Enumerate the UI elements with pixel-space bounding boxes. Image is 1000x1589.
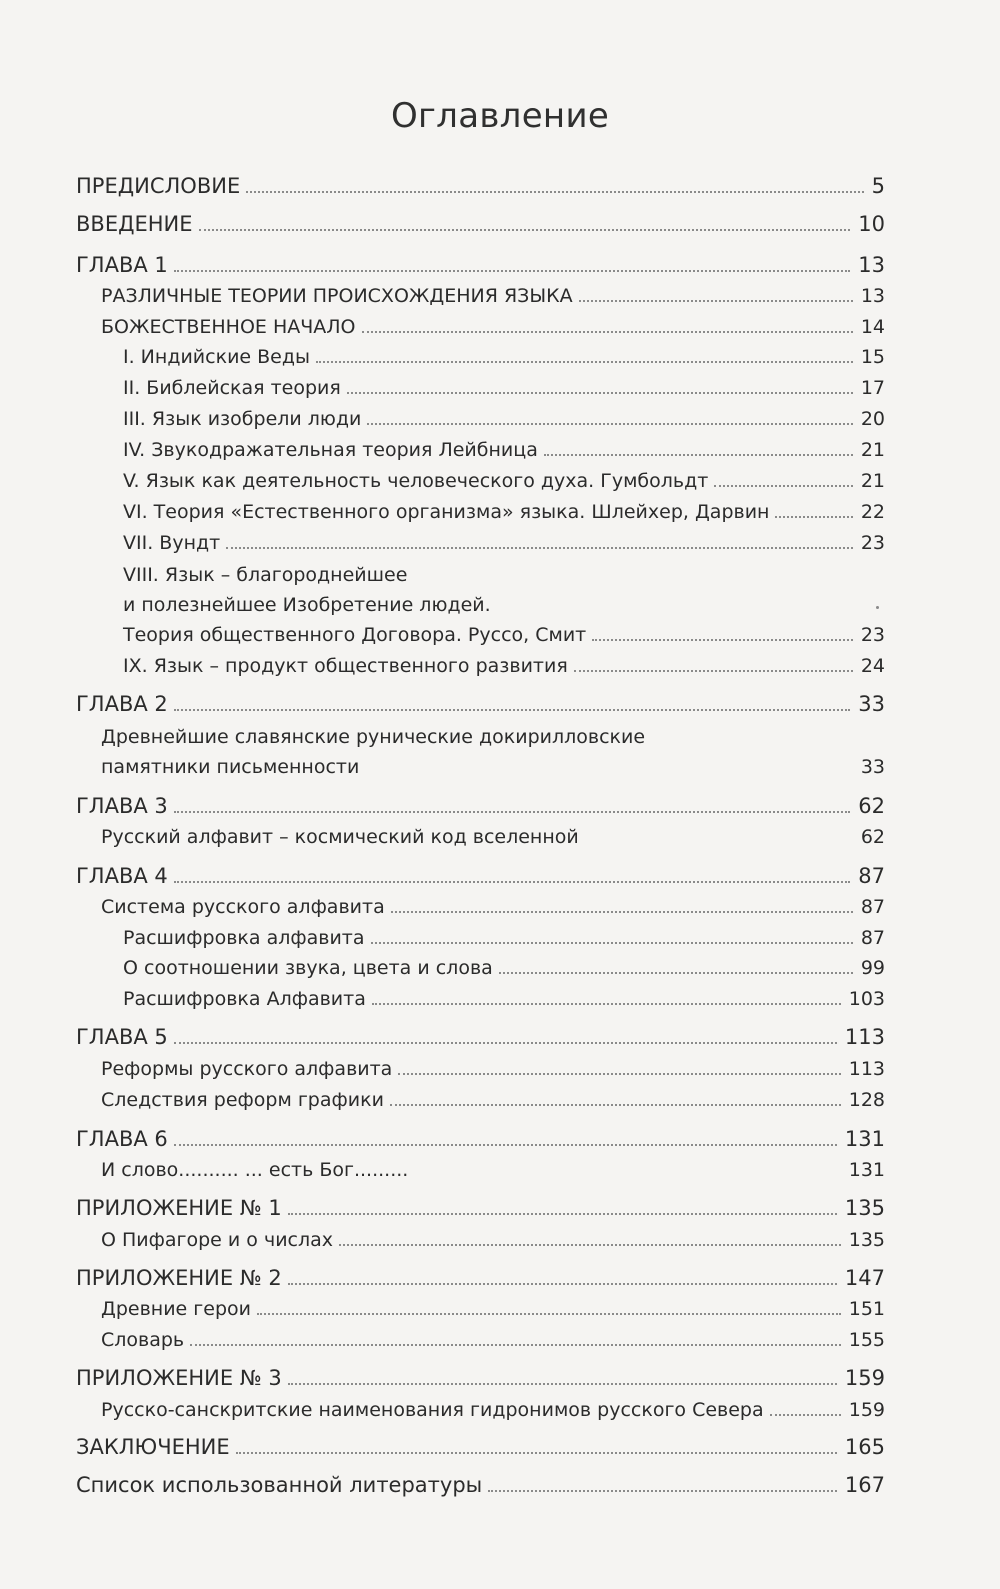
entry-title: Реформы русского алфавита <box>101 1058 393 1080</box>
dot-leader <box>174 270 850 272</box>
dot-leader <box>257 1313 841 1315</box>
dot-leader <box>372 1003 841 1005</box>
dot-leader <box>365 771 853 773</box>
dot-leader <box>174 1042 837 1044</box>
toc-entry <box>123 626 885 645</box>
entry-page: 167 <box>844 1473 885 1497</box>
dot-leader <box>174 811 850 813</box>
entry-page: 135 <box>844 1196 885 1220</box>
toc-entry-bibliography <box>76 1475 885 1496</box>
entry-title: ПРЕДИСЛОВИЕ <box>76 174 241 198</box>
entry-title: Список использованной литературы <box>76 1473 483 1497</box>
dot-leader <box>174 881 850 883</box>
entry-title: О Пифагоре и о числах <box>101 1229 334 1251</box>
dot-leader <box>398 1073 840 1075</box>
dot-leader <box>288 1283 837 1285</box>
entry-title: Древние герои <box>101 1298 251 1320</box>
entry-title: V. Язык как деятельность человеческого духа. Гумбольдт <box>123 470 709 492</box>
toc-entry <box>101 1231 885 1250</box>
entry-page: 10 <box>858 212 885 236</box>
toc-entry <box>101 758 885 777</box>
entry-page: 20 <box>860 408 885 430</box>
dot-leader <box>371 942 853 944</box>
entry-page: 87 <box>860 896 885 918</box>
toc-entry <box>101 898 885 917</box>
entry-page: 22 <box>860 501 885 523</box>
entry-page: 21 <box>860 470 885 492</box>
entry-page: 15 <box>860 346 885 368</box>
entry-title: БОЖЕСТВЕННОЕ НАЧАЛО <box>101 316 356 338</box>
dot-leader <box>488 1490 837 1492</box>
page-title: Оглавление <box>390 96 610 136</box>
entry-title-line: VIII. Язык – благороднейшее <box>123 564 408 586</box>
entry-title: Русско-санскритские наименования гидронимов русского Севера <box>101 1399 764 1421</box>
entry-title: ГЛАВА 5 <box>76 1025 168 1049</box>
entry-page: 23 <box>860 532 885 554</box>
entry-title: О соотношении звука, цвета и слова <box>123 957 493 979</box>
entry-page: 13 <box>858 253 885 277</box>
entry-title: IV. Звукодражательная теория Лейбница <box>123 439 538 461</box>
entry-title: Теория общественного Договора. Руссо, Смит <box>123 624 587 646</box>
dot-leader <box>246 191 863 193</box>
entry-title: Русский алфавит – космический код вселенной <box>101 826 579 848</box>
toc-entry <box>123 657 885 676</box>
toc-entry <box>123 959 885 978</box>
toc-entry-chapter-5 <box>76 1027 885 1048</box>
entry-title: IX. Язык – продукт общественного развития <box>123 655 568 677</box>
toc-entry-preface <box>76 176 885 197</box>
dot-leader <box>390 1104 841 1106</box>
entry-page: 62 <box>860 826 885 848</box>
toc-entry-appendix-1 <box>76 1198 885 1219</box>
entry-page: 99 <box>860 957 885 979</box>
entry-title-line: и полезнейшее Изобретение людей. <box>123 594 491 616</box>
stray-dot <box>876 606 879 609</box>
entry-title: ЗАКЛЮЧЕНИЕ <box>76 1435 230 1459</box>
entry-page: 165 <box>844 1435 885 1459</box>
dot-leader <box>414 1174 840 1176</box>
entry-title: ВВЕДЕНИЕ <box>76 212 193 236</box>
toc-entry <box>123 348 885 367</box>
entry-title: I. Индийские Веды <box>123 346 311 368</box>
toc-entry <box>101 828 885 847</box>
entry-page: 17 <box>860 377 885 399</box>
entry-page: 135 <box>848 1229 885 1251</box>
entry-page: 87 <box>858 864 885 888</box>
dot-leader <box>174 1144 837 1146</box>
entry-title: VII. Вундт <box>123 532 221 554</box>
dot-leader <box>236 1452 837 1454</box>
entry-page: 131 <box>848 1159 885 1181</box>
toc-entry-conclusion <box>76 1437 885 1458</box>
toc-entry <box>123 410 885 429</box>
entry-title: РАЗЛИЧНЫЕ ТЕОРИИ ПРОИСХОЖДЕНИЯ ЯЗЫКА <box>101 285 573 307</box>
entry-title: ГЛАВА 3 <box>76 794 168 818</box>
entry-page: 21 <box>860 439 885 461</box>
dot-leader <box>362 331 853 333</box>
toc-entry <box>101 1300 885 1319</box>
entry-page: 128 <box>848 1089 885 1111</box>
toc-entry <box>101 1401 885 1420</box>
dot-leader <box>499 972 853 974</box>
toc-entry <box>123 472 885 491</box>
dot-leader <box>347 392 853 394</box>
dot-leader <box>585 841 853 843</box>
entry-title: Следствия реформ графики <box>101 1089 384 1111</box>
dot-leader <box>367 423 852 425</box>
toc-entry-chapter-2 <box>76 694 885 715</box>
toc-entry-introduction <box>76 214 885 235</box>
entry-title: ГЛАВА 4 <box>76 864 168 888</box>
entry-title: Система русского алфавита <box>101 896 385 918</box>
entry-page: 87 <box>860 927 885 949</box>
entry-title: Словарь <box>101 1329 185 1351</box>
toc-entry-appendix-3 <box>76 1368 885 1389</box>
entry-page: 131 <box>844 1127 885 1151</box>
toc-entry <box>101 1091 885 1110</box>
dot-leader <box>226 547 853 549</box>
dot-leader <box>775 516 852 518</box>
toc-entry-chapter-3 <box>76 796 885 817</box>
dot-leader <box>770 1414 841 1416</box>
entry-title: Расшифровка алфавита <box>123 927 365 949</box>
entry-page: 33 <box>860 756 885 778</box>
dot-leader <box>199 229 851 231</box>
entry-title: III. Язык изобрели люди <box>123 408 362 430</box>
dot-leader <box>190 1344 841 1346</box>
entry-page: 147 <box>844 1266 885 1290</box>
toc-entry <box>101 318 885 337</box>
toc-entry-appendix-2 <box>76 1268 885 1289</box>
dot-leader <box>391 911 853 913</box>
dot-leader <box>592 639 853 641</box>
entry-page: 159 <box>848 1399 885 1421</box>
entry-title: Расшифровка Алфавита <box>123 988 366 1010</box>
dot-leader <box>339 1244 841 1246</box>
entry-page: 155 <box>848 1329 885 1351</box>
toc-entry <box>101 1331 885 1350</box>
entry-page: 23 <box>860 624 885 646</box>
dot-leader <box>714 485 852 487</box>
toc-entry-chapter-1 <box>76 255 885 276</box>
entry-page: 33 <box>858 692 885 716</box>
toc-entry <box>101 1060 885 1079</box>
toc-entry <box>123 990 885 1009</box>
toc-entry <box>101 1161 885 1180</box>
entry-title: VI. Теория «Естественного организма» языка. Шлейхер, Дарвин <box>123 501 770 523</box>
dot-leader <box>174 709 850 711</box>
entry-title: памятники письменности <box>101 756 360 778</box>
entry-title: ПРИЛОЖЕНИЕ № 2 <box>76 1266 282 1290</box>
entry-page: 62 <box>858 794 885 818</box>
toc-entry <box>123 441 885 460</box>
dot-leader <box>288 1383 837 1385</box>
toc-entry-chapter-4 <box>76 866 885 887</box>
dot-leader <box>288 1213 837 1215</box>
entry-page: 159 <box>844 1366 885 1390</box>
entry-page: 151 <box>848 1298 885 1320</box>
entry-page: 113 <box>848 1058 885 1080</box>
entry-page: 24 <box>860 655 885 677</box>
entry-title: ПРИЛОЖЕНИЕ № 3 <box>76 1366 282 1390</box>
entry-page: 13 <box>860 285 885 307</box>
entry-page: 103 <box>848 988 885 1010</box>
toc-entry-chapter-6 <box>76 1129 885 1150</box>
entry-page: 14 <box>860 316 885 338</box>
dot-leader <box>544 454 853 456</box>
toc-entry <box>101 287 885 306</box>
dot-leader <box>316 361 853 363</box>
entry-title: ГЛАВА 2 <box>76 692 168 716</box>
entry-title: И слово.......... ... есть Бог......... <box>101 1159 409 1181</box>
toc-entry <box>123 929 885 948</box>
entry-title: ГЛАВА 6 <box>76 1127 168 1151</box>
dot-leader <box>579 300 853 302</box>
toc-entry <box>123 534 885 553</box>
entry-page: 113 <box>844 1025 885 1049</box>
toc-entry <box>123 503 885 522</box>
toc-entry <box>123 379 885 398</box>
entry-title-line: Древнейшие славянские рунические докирилловские <box>101 726 646 748</box>
entry-title: ПРИЛОЖЕНИЕ № 1 <box>76 1196 282 1220</box>
entry-page: 5 <box>871 174 885 198</box>
dot-leader <box>574 670 853 672</box>
entry-title: ГЛАВА 1 <box>76 253 168 277</box>
entry-title: II. Библейская теория <box>123 377 341 399</box>
